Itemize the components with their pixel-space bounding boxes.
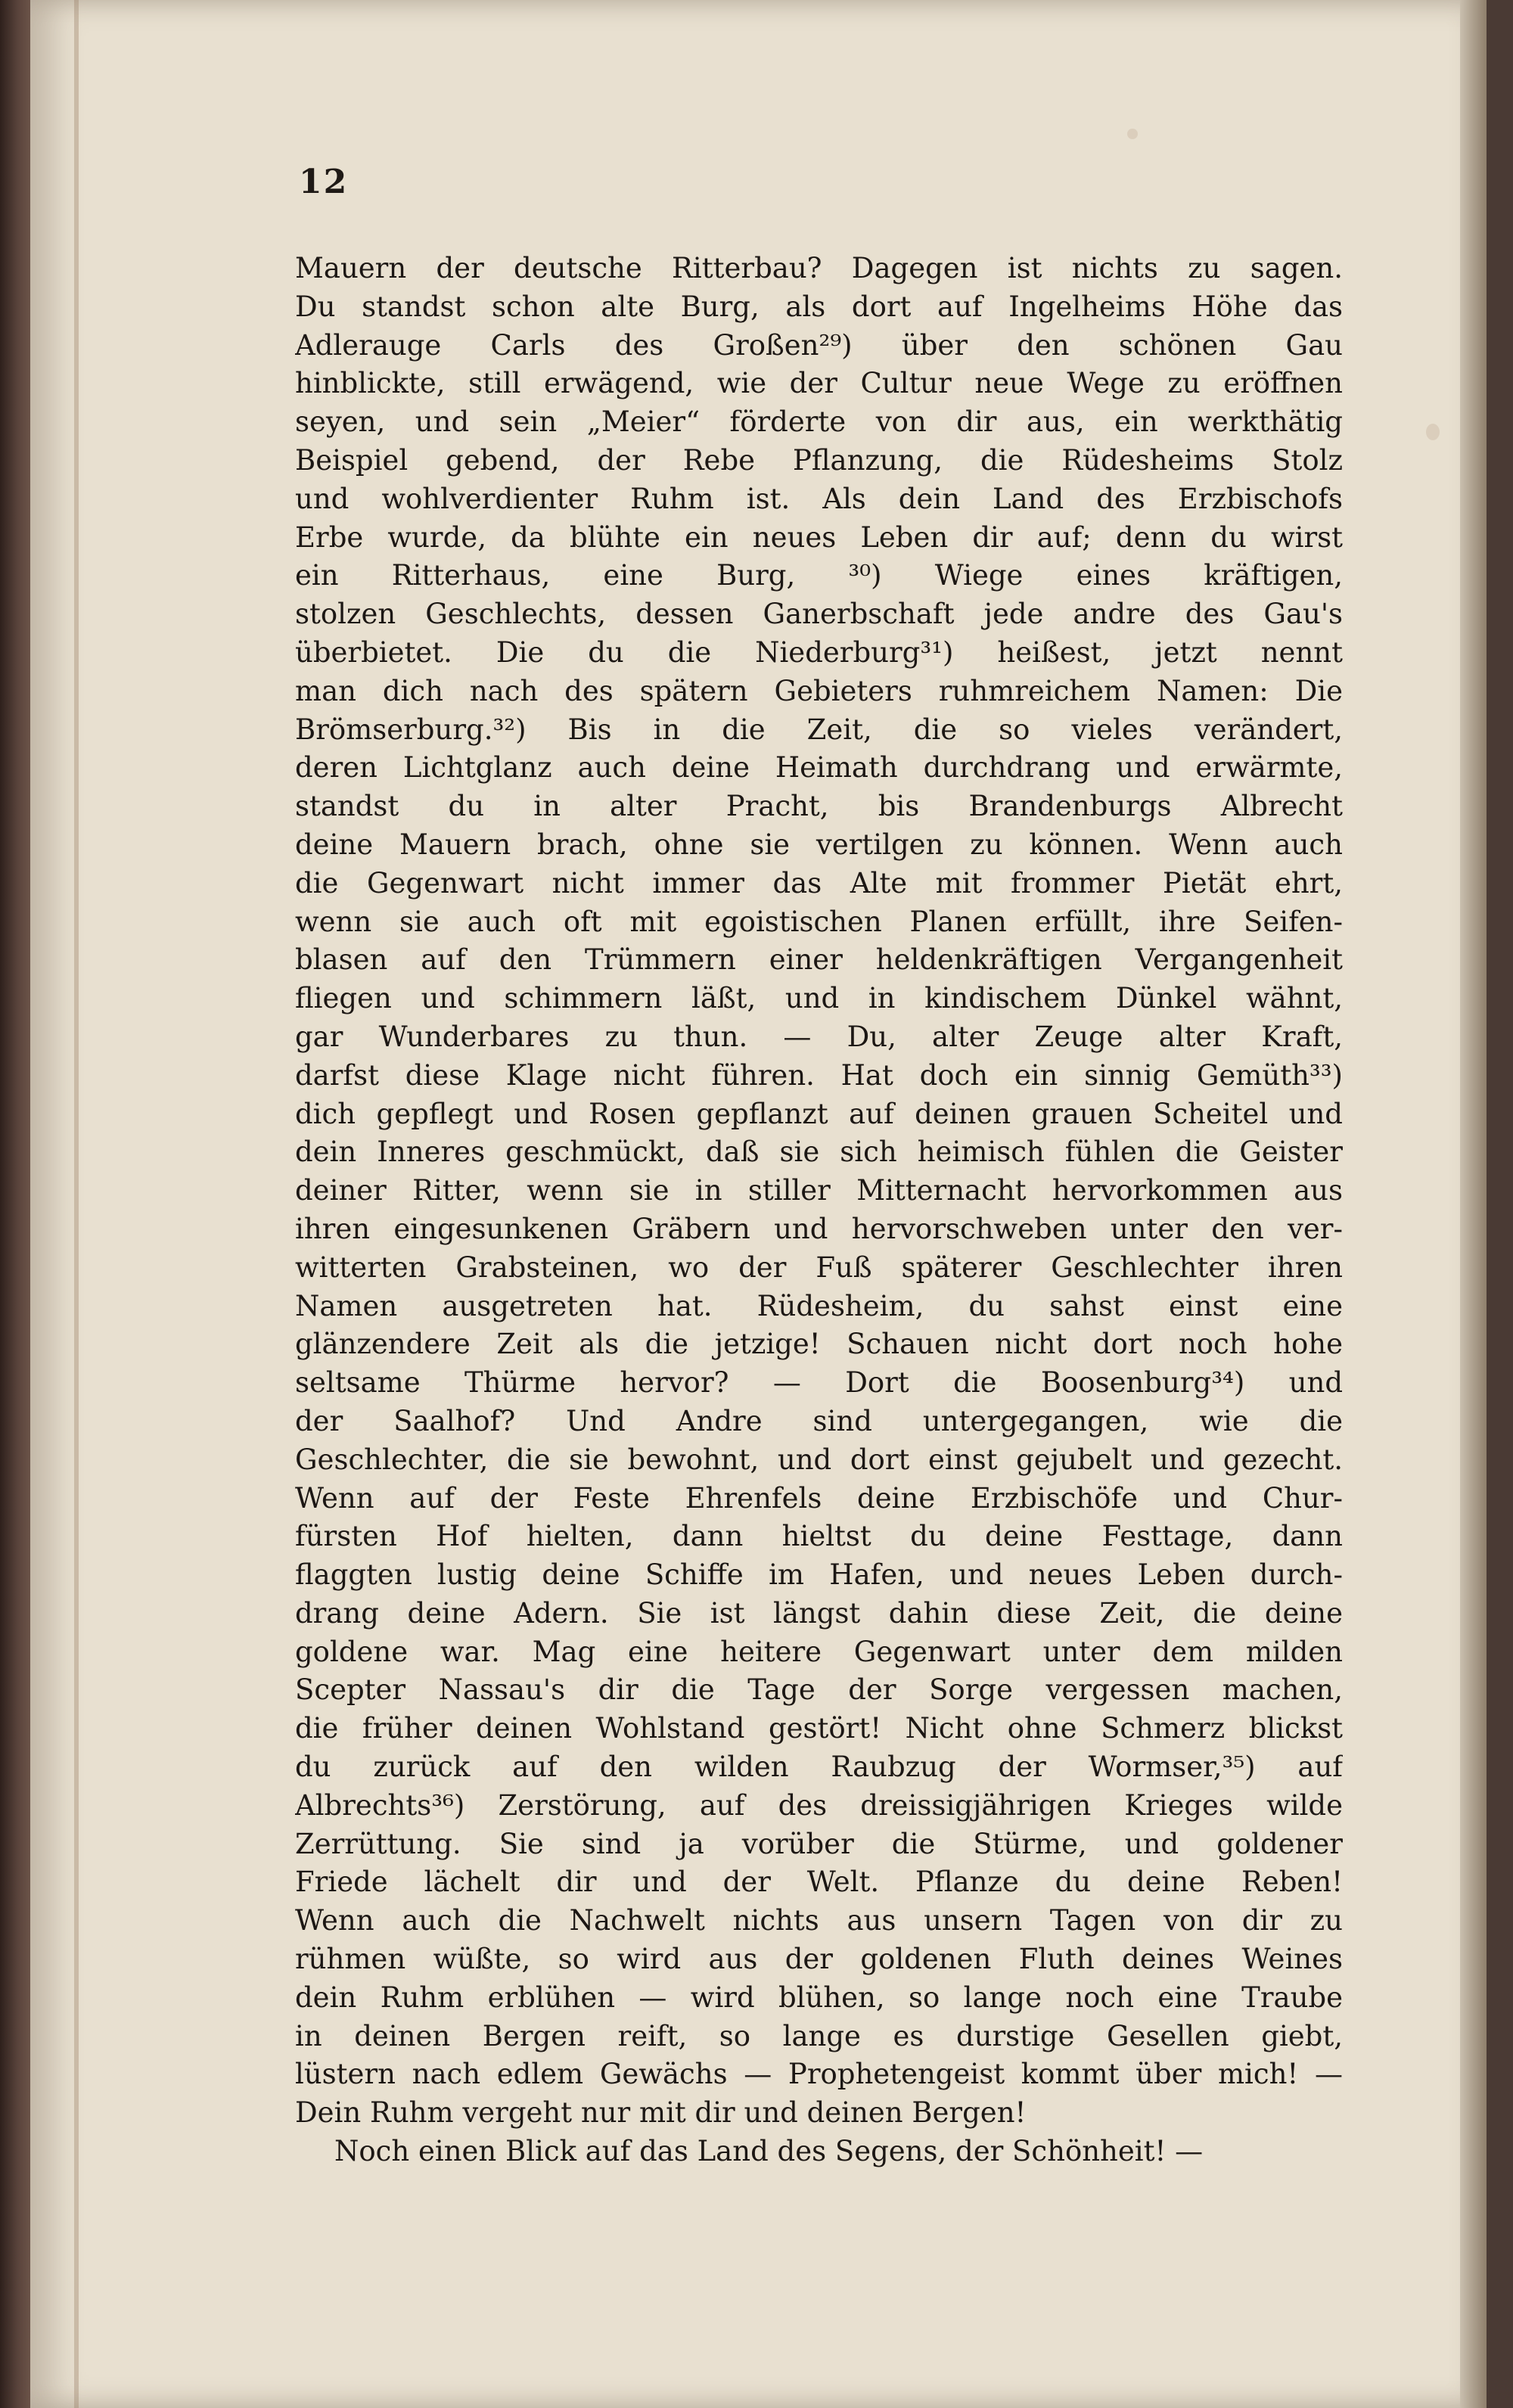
page-gutter <box>74 0 79 2408</box>
text-line: Brömserburg.³²) Bis in die Zeit, die so vieles verändert, <box>295 713 1343 746</box>
text-line: flaggten lustig deine Schiffe im Hafen, und neues Leben durch- <box>295 1558 1343 1592</box>
text-line: Dein Ruhm vergeht nur mit dir und deinen Bergen! <box>295 2096 1027 2130</box>
text-line: in deinen Bergen reift, so lange es durstige Gesellen giebt, <box>295 2019 1343 2052</box>
text-line: man dich nach des spätern Gebieters ruhmreichem Namen: Die <box>295 674 1343 707</box>
text-line: stolzen Geschlechts, dessen Ganerbschaft jede andre des Gau's <box>295 598 1343 631</box>
text-line: dein Ruhm erblühen — wird blühen, so lange noch eine Traube <box>295 1981 1343 2014</box>
text-line: seltsame Thürme hervor? — Dort die Boosenburg³⁴) und <box>295 1366 1343 1400</box>
text-line: Wenn auch die Nachwelt nichts aus unsern Tagen von dir zu <box>295 1904 1343 1937</box>
text-line: ein Ritterhaus, eine Burg, ³⁰) Wiege eines kräftigen, <box>295 559 1343 592</box>
text-line: Zerrüttung. Sie sind ja vorüber die Stürme, und goldener <box>295 1827 1343 1860</box>
text-line: Noch einen Blick auf das Land des Segens, der Schönheit! — <box>334 2135 1204 2168</box>
text-line: Erbe wurde, da blühte ein neues Leben dir auf; denn du wirst <box>295 520 1343 554</box>
text-line: glänzendere Zeit als die jetzige! Schauen nicht dort noch hohe <box>295 1328 1343 1361</box>
text-line: Albrechts³⁶) Zerstörung, auf des dreissigjährigen Krieges wilde <box>295 1788 1343 1822</box>
text-line: fliegen und schimmern läßt, und in kindischem Dünkel wähnt, <box>295 982 1343 1015</box>
text-line: lüstern nach edlem Gewächs — Prophetengeist kommt über mich! — <box>295 2058 1343 2091</box>
text-line: hinblickte, still erwägend, wie der Cultur neue Wege zu eröffnen <box>295 367 1343 400</box>
text-line: die Gegenwart nicht immer das Alte mit frommer Pietät ehrt, <box>295 866 1343 900</box>
text-line: wenn sie auch oft mit egoistischen Planen erfüllt, ihre Seifen- <box>295 905 1343 938</box>
text-line: Du standst schon alte Burg, als dort auf Ingelheims Höhe das <box>295 290 1343 323</box>
text-line: der Saalhof? Und Andre sind untergegangen, wie die <box>295 1404 1343 1437</box>
paper-stain <box>1127 129 1138 139</box>
text-line: darfst diese Klage nicht führen. Hat doch ein sinnig Gemüth³³) <box>295 1058 1343 1092</box>
text-line: überbietet. Die du die Niederburg³¹) heißest, jetzt nennt <box>295 635 1343 669</box>
text-line: Beispiel gebend, der Rebe Pflanzung, die Rüdesheims Stolz <box>295 443 1343 477</box>
text-line: du zurück auf den wilden Raubzug der Wormser,³⁵) auf <box>295 1751 1343 1784</box>
book-page <box>30 0 1487 2408</box>
text-line: dein Inneres geschmückt, daß sie sich heimisch fühlen die Geister <box>295 1136 1343 1169</box>
text-line: Namen ausgetreten hat. Rüdesheim, du sahst einst eine <box>295 1289 1343 1322</box>
text-line: Friede lächelt dir und der Welt. Pflanze du deine Reben! <box>295 1866 1343 1899</box>
text-line: die früher deinen Wohlstand gestört! Nicht ohne Schmerz blickst <box>295 1712 1343 1745</box>
page-number: 12 <box>299 163 349 201</box>
text-line: seyen, und sein „Meier“ förderte von dir aus, ein werkthätig <box>295 405 1343 439</box>
text-line: und wohlverdienter Ruhm ist. Als dein Land des Erzbischofs <box>295 482 1343 515</box>
text-line: deine Mauern brach, ohne sie vertilgen zu können. Wenn auch <box>295 828 1343 861</box>
text-line: Geschlechter, die sie bewohnt, und dort einst gejubelt und gezecht. <box>295 1443 1343 1476</box>
text-line: goldene war. Mag eine heitere Gegenwart unter dem milden <box>295 1635 1343 1668</box>
text-line: dich gepflegt und Rosen gepflanzt auf deinen grauen Scheitel und <box>295 1097 1343 1130</box>
text-line: Adlerauge Carls des Großen²⁹) über den schönen Gau <box>295 328 1343 362</box>
text-line: deren Lichtglanz auch deine Heimath durchdrang und erwärmte, <box>295 751 1343 785</box>
text-line: rühmen wüßte, so wird aus der goldenen Fluth deines Weines <box>295 1943 1343 1976</box>
text-line: drang deine Adern. Sie ist längst dahin diese Zeit, die deine <box>295 1596 1343 1630</box>
page-edge <box>1460 0 1487 2408</box>
text-line: fürsten Hof hielten, dann hieltst du deine Festtage, dann <box>295 1520 1343 1553</box>
text-line: gar Wunderbares zu thun. — Du, alter Zeuge alter Kraft, <box>295 1020 1343 1053</box>
text-line: Scepter Nassau's dir die Tage der Sorge vergessen machen, <box>295 1673 1343 1707</box>
text-line: standst du in alter Pracht, bis Brandenburgs Albrecht <box>295 790 1343 823</box>
text-line: ihren eingesunkenen Gräbern und hervorschweben unter den ver- <box>295 1212 1343 1245</box>
paper-stain <box>1426 424 1440 440</box>
text-line: Wenn auf der Feste Ehrenfels deine Erzbischöfe und Chur- <box>295 1481 1343 1515</box>
book-binding <box>0 0 30 2408</box>
text-line: deiner Ritter, wenn sie in stiller Mitternacht hervorkommen aus <box>295 1174 1343 1207</box>
body-text <box>295 250 1343 2171</box>
text-line: witterten Grabsteinen, wo der Fuß späterer Geschlechter ihren <box>295 1251 1343 1284</box>
text-line: Mauern der deutsche Ritterbau? Dagegen ist nichts zu sagen. <box>295 252 1343 284</box>
text-line: blasen auf den Trümmern einer heldenkräftigen Vergangenheit <box>295 943 1343 977</box>
